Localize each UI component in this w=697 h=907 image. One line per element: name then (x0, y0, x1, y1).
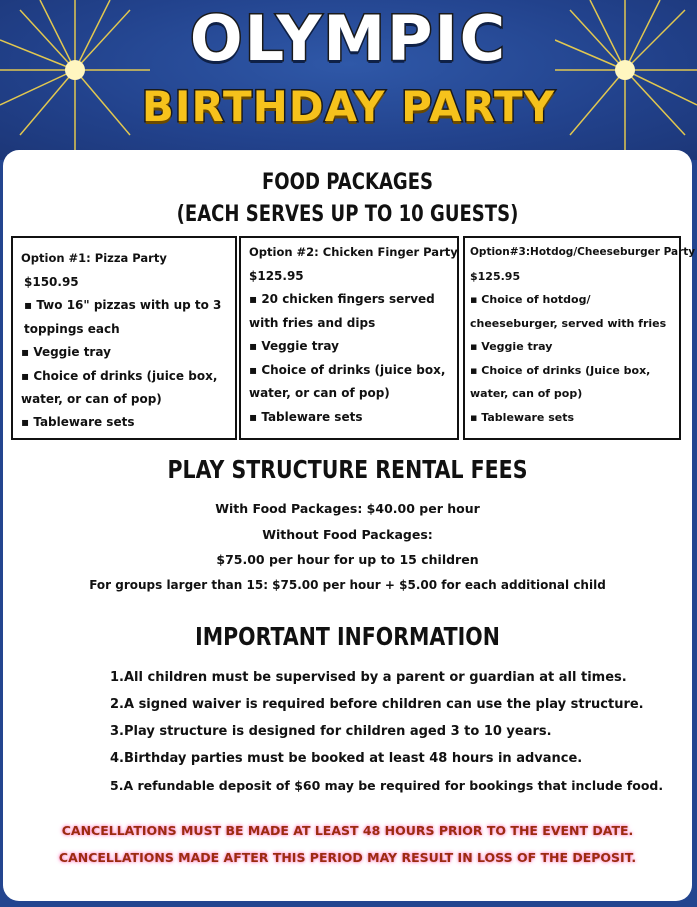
option-name: Option#3:Hotdog/Cheeseburger Party (470, 246, 696, 258)
play-heading: PLAY STRUCTURE RENTAL FEES (167, 455, 528, 484)
option-item: ▪ Tableware sets (470, 410, 575, 424)
cancellation-notice-1: CANCELLATIONS MUST BE MADE AT LEAST 48 HOURS PRIOR TO THE EVENT DATE. (61, 823, 634, 838)
food-option-3 (463, 236, 696, 440)
option-item: ▪ Veggie tray (470, 340, 553, 353)
list-item: 2.A signed waiver is required before children can use the play structure. (110, 697, 644, 712)
food-subheading: (EACH SERVES UP TO 10 GUESTS) (176, 202, 519, 227)
option-item: ▪ Veggie tray (21, 345, 111, 359)
option-item: ▪ Two 16" pizzas with up to 3 toppings each (24, 298, 222, 336)
play-fee-without-food-label: Without Food Packages: (262, 527, 433, 542)
option-item: ▪ Tableware sets (249, 409, 363, 424)
list-item: 4.Birthday parties must be booked at least 48 hours in advance. (110, 751, 583, 766)
option-name: Option #1: Pizza Party (21, 251, 167, 265)
option-item: ▪ Tableware sets (21, 414, 135, 429)
option-price: $150.95 (24, 274, 79, 289)
option-item: ▪ Choice of drinks (juice box, water, or can of pop) (249, 362, 446, 400)
event-subtitle: BIRTHDAY PARTY (141, 82, 556, 131)
play-fee-without-food: $75.00 per hour for up to 15 children (216, 552, 479, 567)
content-card (3, 150, 696, 901)
option-item: ▪ Choice of drinks (Juice box, water, can of pop) (470, 363, 651, 400)
option-price: $125.95 (249, 268, 304, 283)
food-option-2 (239, 236, 459, 440)
list-item: 3.Play structure is designed for children aged 3 to 10 years. (110, 724, 552, 739)
option-item: ▪ Veggie tray (249, 339, 339, 353)
play-fee-large-groups: For groups larger than 15: $75.00 per hour + $5.00 for each additional child (89, 578, 606, 592)
info-list (110, 664, 663, 799)
cancellation-notice-2: CANCELLATIONS MADE AFTER THIS PERIOD MAY RESULT IN LOSS OF THE DEPOSIT. (58, 850, 637, 865)
event-title: OLYMPIC (189, 2, 508, 75)
option-price: $125.95 (470, 269, 521, 283)
food-heading: FOOD PACKAGES (261, 170, 434, 195)
food-option-1 (11, 236, 237, 440)
list-item: 1.All children must be supervised by a parent or guardian at all times. (110, 670, 627, 685)
option-item: ▪ 20 chicken fingers served with fries and dips (249, 292, 435, 330)
option-item: ▪ Choice of drinks (juice box, water, or can of pop) (21, 368, 218, 406)
info-heading: IMPORTANT INFORMATION (195, 622, 500, 651)
option-item: ▪ Choice of hotdog/ cheeseburger, served with fries (470, 293, 667, 330)
header-banner (0, 0, 697, 160)
play-fee-with-food: With Food Packages: $40.00 per hour (215, 501, 480, 516)
list-item: 5.A refundable deposit of $60 may be required for bookings that include food. (110, 778, 664, 793)
option-name: Option #2: Chicken Finger Party (249, 245, 458, 259)
